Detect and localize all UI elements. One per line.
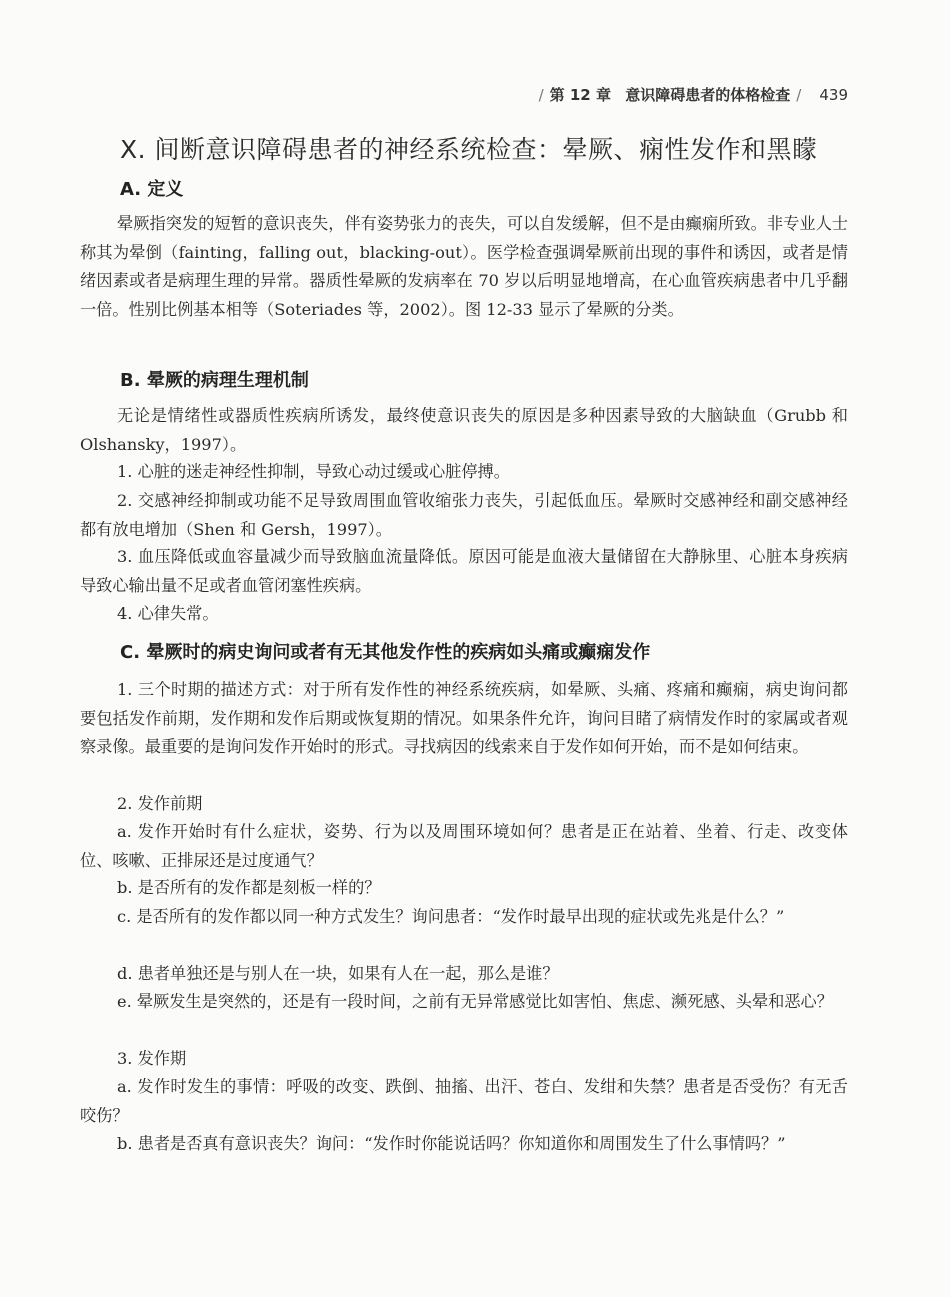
list-item: b. 是否所有的发作都是刻板一样的？ — [117, 878, 381, 897]
list-item: a. 发作开始时有什么症状，姿势、行为以及周围环境如何？患者是正在站着、坐着、行走、改变体位、咳嗽、正排尿还是过度通气？ — [80, 822, 848, 870]
list-item: 3. 发作期 — [117, 1049, 187, 1068]
paragraph-pathophysiology: 无论是情绪性或器质性疾病所诱发，最终使意识丧失的原因是多种因素导致的大脑缺血（Grubb 和 Olshansky，1997）。 — [80, 406, 848, 454]
running-header: / 第 12 章 意识障碍患者的体格检查 / 439 — [538, 86, 848, 104]
section-title: X. 间断意识障碍患者的神经系统检查：晕厥、痫性发作和黑矇 — [120, 135, 818, 164]
list-item: e. 晕厥发生是突然的，还是有一段时间，之前有无异常感觉比如害怕、焦虑、濒死感、头晕和恶心？ — [117, 992, 833, 1011]
paragraph-history: 1. 三个时期的描述方式：对于所有发作性的神经系统疾病，如晕厥、头痛、疼痛和癫痫，病史询问都要包括发作前期，发作期和发作后期或恢复期的情况。如果条件允许，询问目睹了病情发作时的家属或者观察录像。最重要的是询问发作开始时的形式。寻找病因的线索来自于发作如何开始，而不是如何结束。 — [80, 680, 848, 756]
list-item: 3. 血压降低或血容量减少而导致脑血流量降低。原因可能是血液大量储留在大静脉里、心脏本身疾病导致心输出量不足或者血管闭塞性疾病。 — [80, 547, 848, 595]
subsection-heading-c: C. 晕厥时的病史询问或者有无其他发作性的疾病如头痛或癫痫发作 — [120, 642, 651, 663]
list-item: 2. 发作前期 — [117, 794, 203, 813]
list-item: 2. 交感神经抑制或功能不足导致周围血管收缩张力丧失，引起低血压。晕厥时交感神经和副交感神经都有放电增加（Shen 和 Gersh，1997）。 — [80, 491, 848, 539]
chapter-title: 意识障碍患者的体格检查 — [625, 86, 791, 104]
paragraph-definition: 晕厥指突发的短暂的意识丧失，伴有姿势张力的丧失，可以自发缓解，但不是由癫痫所致。非专业人士称其为晕倒（fainting，falling out，blacking-out）。医学检查强调晕厥前出现的事件和诱因，或者是情绪因素或者是病理生理的异常。器质性晕厥的发病率在 70 岁以后明显地增高，在心血管疾病患者中几乎翻一倍。性别比例基本相等（Soteriades 等，2002）。图 12-33 显示了晕厥的分类。 — [80, 214, 848, 319]
list-item: b. 患者是否真有意识丧失？询问：“发作时你能说话吗？你知道你和周围发生了什么事情吗？” — [117, 1134, 786, 1153]
chapter-number: 第 12 章 — [549, 86, 611, 104]
subsection-heading-b: B. 晕厥的病理生理机制 — [120, 370, 309, 391]
list-item: d. 患者单独还是与别人在一块，如果有人在一起，那么是谁？ — [117, 964, 559, 983]
subsection-heading-a: A. 定义 — [120, 179, 184, 200]
list-item: c. 是否所有的发作都以同一种方式发生？询问患者：“发作时最早出现的症状或先兆是什么？” — [117, 907, 785, 926]
page-number: 439 — [819, 86, 848, 104]
list-item: 1. 心脏的迷走神经性抑制，导致心动过缓或心脏停搏。 — [117, 462, 510, 481]
list-item: 4. 心律失常。 — [117, 604, 219, 623]
list-item: a. 发作时发生的事情：呼吸的改变、跌倒、抽搐、出汗、苍白、发绀和失禁？患者是否受伤？有无舌咬伤？ — [80, 1077, 848, 1125]
